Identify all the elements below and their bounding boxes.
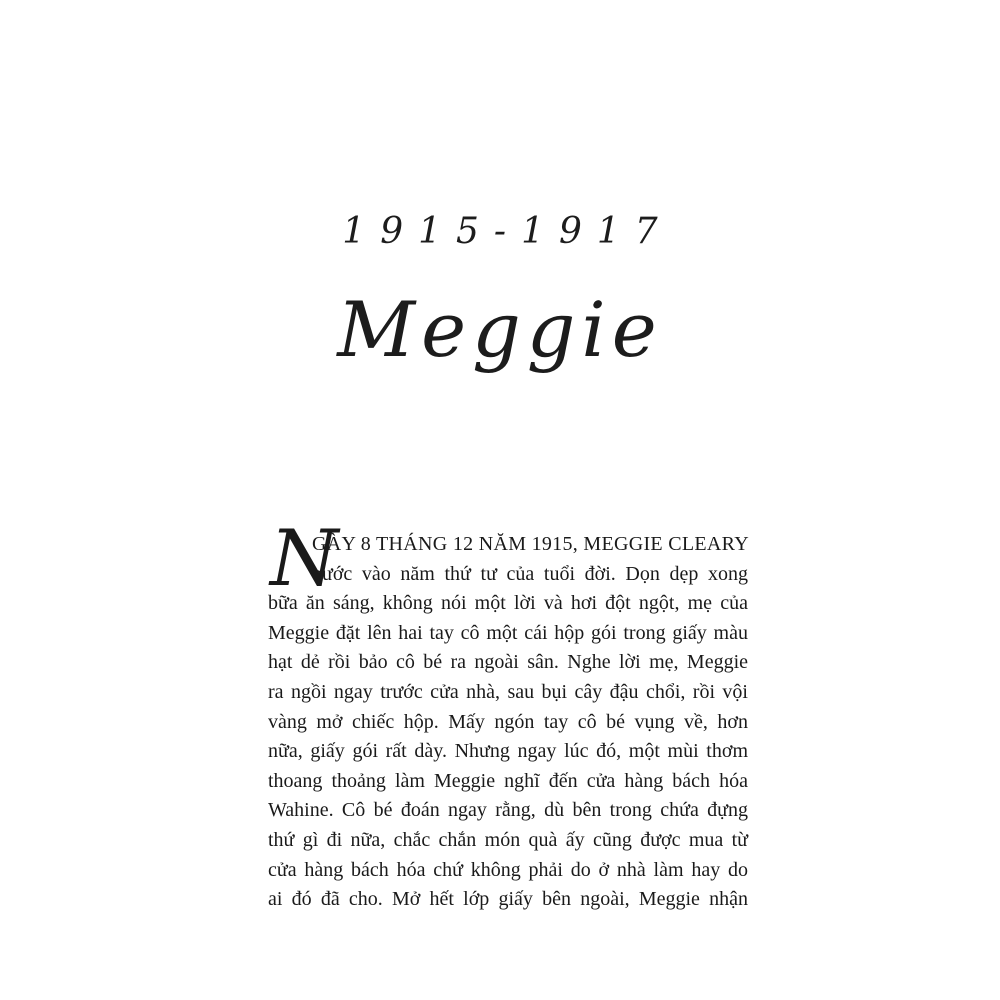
chapter-title: Meggie xyxy=(337,285,663,374)
paragraph-line-13: ai đó đã cho. Mở hết lớp giấy bên ngoài, Meggie nhận xyxy=(268,888,748,911)
chapter-years: 1915-1917 xyxy=(342,211,673,252)
paragraph-line-1: GÀY 8 THÁNG 12 NĂM 1915, MEGGIE CLEARY xyxy=(312,533,749,555)
paragraph-line-11: thứ gì đi nữa, chắc chắn món quà ấy cũng được mua từ xyxy=(268,828,748,851)
paragraph-line-7: vàng mở chiếc hộp. Mấy ngón tay cô bé vụng về, hơn xyxy=(268,710,748,733)
paragraph-line-6: ra ngồi ngay trước cửa nhà, sau bụi cây đậu chổi, rồi vội xyxy=(268,680,748,703)
chapter-paragraph xyxy=(268,514,749,915)
paragraph-line-4: Meggie đặt lên hai tay cô một cái hộp gói trong giấy màu xyxy=(268,621,748,644)
paragraph-line-3: bữa ăn sáng, không nói một lời và hơi đột ngột, mẹ của xyxy=(268,592,748,615)
paragraph-line-10: Wahine. Cô bé đoán ngay rằng, dù bên trong chứa đựng xyxy=(268,799,748,822)
paragraph-line-2: bước vào năm thứ tư của tuổi đời. Dọn dẹp xong xyxy=(312,562,748,585)
paragraph-line-5: hạt dẻ rồi bảo cô bé ra ngoài sân. Nghe lời mẹ, Meggie xyxy=(268,651,748,674)
drop-cap: N xyxy=(270,514,339,604)
paragraph-line-12: cửa hàng bách hóa chứ không phải do ở nhà làm hay do xyxy=(268,858,748,881)
paragraph-line-8: nữa, giấy gói rất dày. Nhưng ngay lúc đó, một mùi thơm xyxy=(268,740,748,763)
paragraph-line-9: thoang thoảng làm Meggie nghĩ đến cửa hàng bách hóa xyxy=(268,769,748,792)
